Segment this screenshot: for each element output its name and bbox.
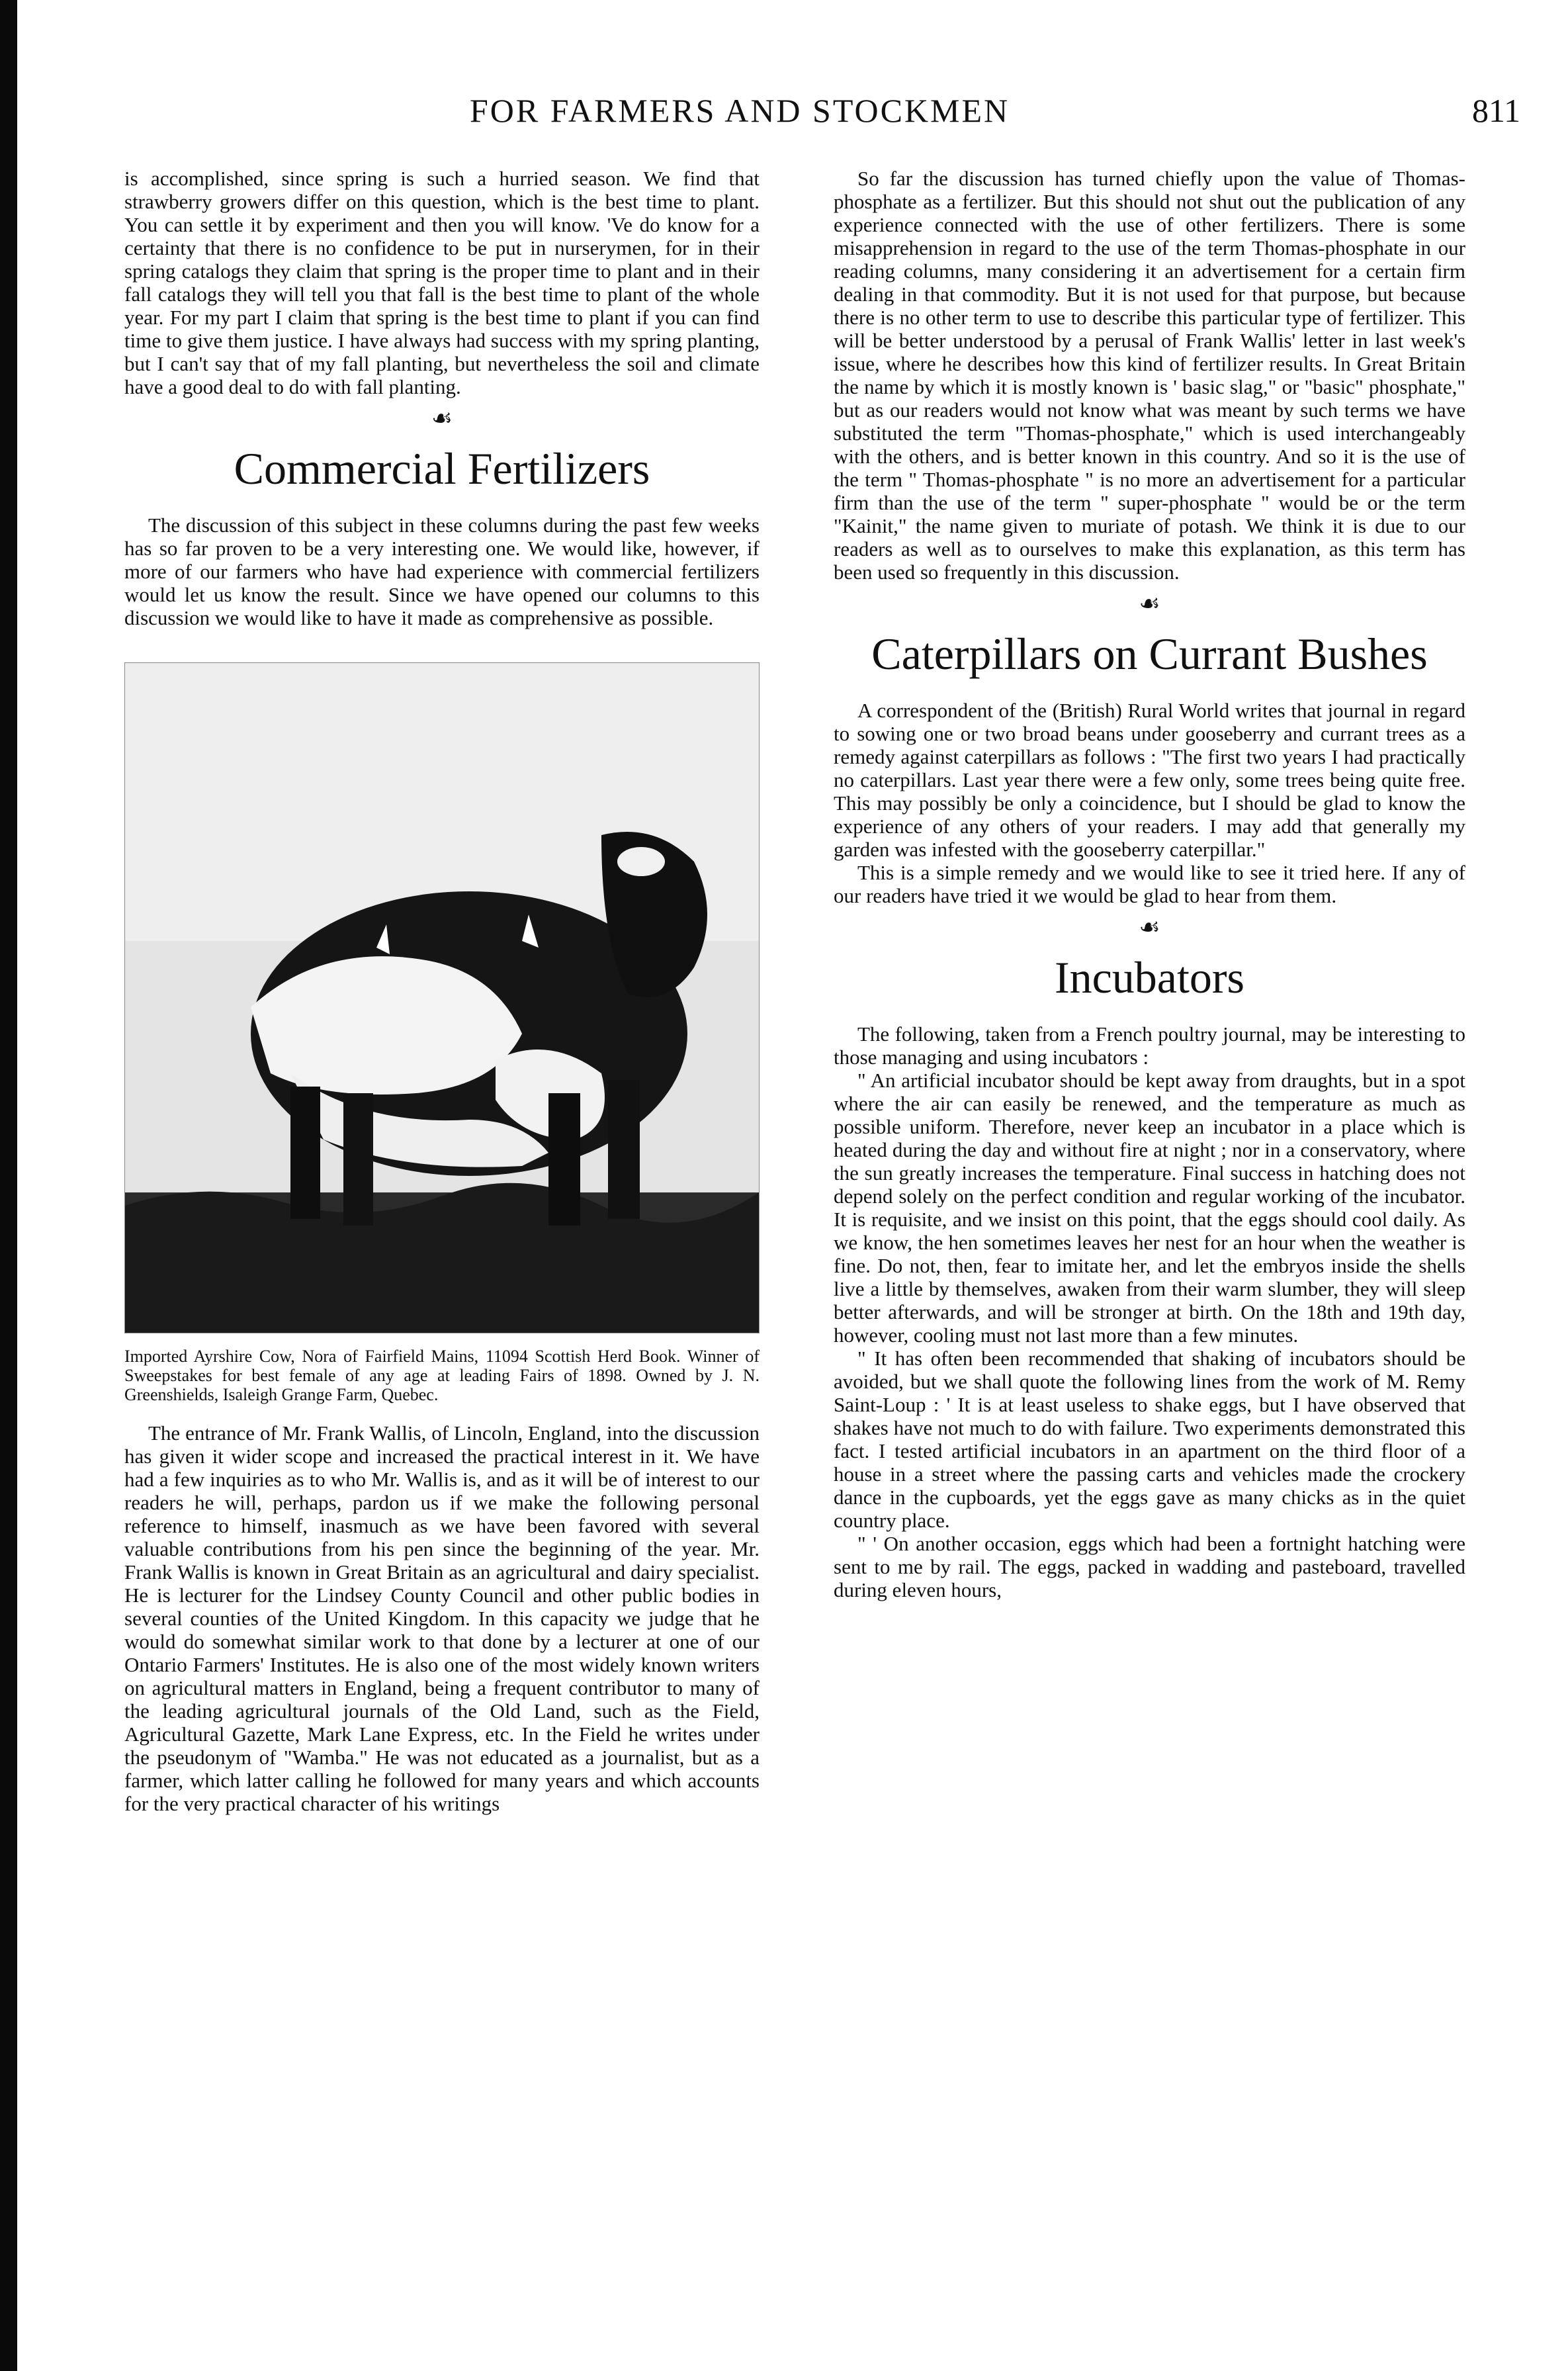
running-title: FOR FARMERS AND STOCKMEN: [470, 92, 1010, 129]
heading-caterpillars: Caterpillars on Currant Bushes: [871, 629, 1428, 679]
page-number: 811: [1472, 92, 1521, 129]
page-edge-bar: [0, 0, 17, 2371]
right-column: [834, 167, 1465, 1601]
left-column: [124, 167, 760, 1815]
incubators-quote-paragraph: " An artificial incubator should be kept away from draughts, but in a spot where the air can easily be renewed, and the temperature as much as possible uniform. Therefore, never keep an incubator in a place which is heated during the day and without fire at night ; nor in a conservatory, where the sun greatly increases the temperature. Final success in hatching does not depend solely on the perfect condition and regular working of the incubator. It is requisite, and we insist on this point, that the eggs should cool daily. As we know, the hen sometimes leaves her nest for an hour when the weather is fine. Do not, then, fear to imitate her, and let the embryos inside the shells live a little by themselves, awaken from their warm slumber, they will sleep better afterwards, and will be stronger at birth. On the 18th and 19th day, however, cooling must not last more than a few minutes.: [834, 1069, 1465, 1347]
photo-caption: Imported Ayrshire Cow, Nora of Fairfield Mains, 11094 Scottish Herd Book. Winner of Sweepstakes for best female of any age at leading Fairs of 1898. Owned by J. N. Greenshields, Isaleigh Grange Farm, Quebec.: [124, 1347, 760, 1404]
incubators-intro-paragraph: The following, taken from a French poultry journal, may be interesting to those managing and using incubators :: [834, 1022, 1465, 1069]
cow-photograph: [124, 662, 760, 1333]
incubators-rail-paragraph: " ' On another occasion, eggs which had been a fortnight hatching were sent to me by rail. The eggs, packed in wadding and pasteboard, travelled during eleven hours,: [834, 1532, 1465, 1601]
leaf-ornament-icon: ☙: [431, 405, 453, 431]
heading-incubators: Incubators: [1054, 952, 1244, 1003]
ayrshire-cow-image: [125, 663, 759, 1333]
incubators-shaking-paragraph: " It has often been recommended that shaking of incubators should be avoided, but we shall quote the following lines from the work of M. Remy Saint-Loup : ' It is at least useless to shake eggs, but I have observed that shakes have not much to do with failure. Two experiments demonstrated this fact. I tested artificial incubators in an apartment on the third floor of a house in a street where the passing carts and vehicles made the crockery dance in the cupboards, yet the eggs gave as many chicks as in the quiet country place.: [834, 1347, 1465, 1532]
fertilizers-paragraph: The discussion of this subject in these columns during the past few weeks has so far proven to be a very interesting one. We would like, however, if more of our farmers who have had experience with commercial fertilizers would let us know the result. Since we have opened our columns to this discussion we would like to have it made as comprehensive as possible.: [124, 514, 760, 629]
strawberry-paragraph: is accomplished, since spring is such a hurried season. We find that strawberry growers differ on this question, which is the best time to plant. You can settle it by experiment and then you will know. 'Ve do know for a certainty that there is no confidence to be put in nurserymen, for in their spring catalogs they claim that spring is the proper time to plant and in their fall catalogs they will tell you that fall is the best time to plant of the whole year. For my part I claim that spring is the best time to plant if you can find time to give them justice. I have always had success with my spring planting, but I can't say that of my fall planting, but nevertheless the soil and climate have a good deal to do with fall planting.: [124, 167, 760, 398]
leaf-ornament-icon: ☙: [1139, 914, 1160, 940]
page-header: [0, 91, 1568, 138]
heading-commercial-fertilizers: Commercial Fertilizers: [234, 443, 650, 494]
caterpillars-followup-paragraph: This is a simple remedy and we would like to see it tried here. If any of our readers have tried it we would be glad to hear from them.: [834, 861, 1465, 907]
thomas-phosphate-paragraph: So far the discussion has turned chiefly upon the value of Thomas-phosphate as a fertilizer. But this should not shut out the publication of any experience connected with the use of other fertilizers. There is some misapprehension in regard to the use of the term Thomas-phosphate in our reading columns, many considering it an advertisement for a certain firm dealing in that commodity. But it is not used for that purpose, but because there is no other term to use to describe this particular type of fertilizer. This will be better understood by a perusal of Frank Wallis' letter in last week's issue, where he describes how this kind of fertilizer results. In Great Britain the name by which it is mostly known is ' basic slag," or "basic" phosphate," but as our readers would not know what was meant by such terms we have substituted the term "Thomas-phosphate," which is used interchangeably with the others, and is better known in this country. And so it is the use of the term " Thomas-phosphate " is no more an advertisement for a particular firm than the use of the term " super-phosphate " would be or the term "Kainit," the name given to muriate of potash. We think it is due to our readers as well as to ourselves to make this explanation, as this term has been used so frequently in this discussion.: [834, 167, 1465, 584]
wallis-paragraph: The entrance of Mr. Frank Wallis, of Lincoln, England, into the discussion has given it wider scope and increased the practical interest in it. We have had a few inquiries as to who Mr. Wallis is, and as it will be of interest to our readers he will, perhaps, pardon us if we make the following personal reference to himself, inasmuch as we have been favored with several valuable contributions from his pen since the beginning of the year. Mr. Frank Wallis is known in Great Britain as an agricultural and dairy specialist. He is lecturer for the Lindsey County Council and other public bodies in several counties of the United Kingdom. In this capacity we judge that he would do somewhat similar work to that done by a lecturer at one of our Ontario Farmers' Institutes. He is also one of the most widely known writers on agricultural matters in England, being a frequent contributor to many of the leading agricultural journals of the Old Land, such as the Field, Agricultural Gazette, Mark Lane Express, etc. In the Field he writes under the pseudonym of "Wamba." He was not educated as a journalist, but as a farmer, which latter calling he followed for many years and which accounts for the very practical character of his writings: [124, 1421, 760, 1815]
caterpillars-paragraph: A correspondent of the (British) Rural World writes that journal in regard to sowing one or two broad beans under gooseberry and currant trees as a remedy against caterpillars as follows : "The first two years I had practically no caterpillars. Last year there were a few only, some trees being quite free. This may possibly be only a coincidence, but I should be glad to know the experience of any others of your readers. I may add that generally my garden was infested with the gooseberry caterpillar.": [834, 699, 1465, 861]
leaf-ornament-icon: ☙: [1139, 590, 1160, 617]
